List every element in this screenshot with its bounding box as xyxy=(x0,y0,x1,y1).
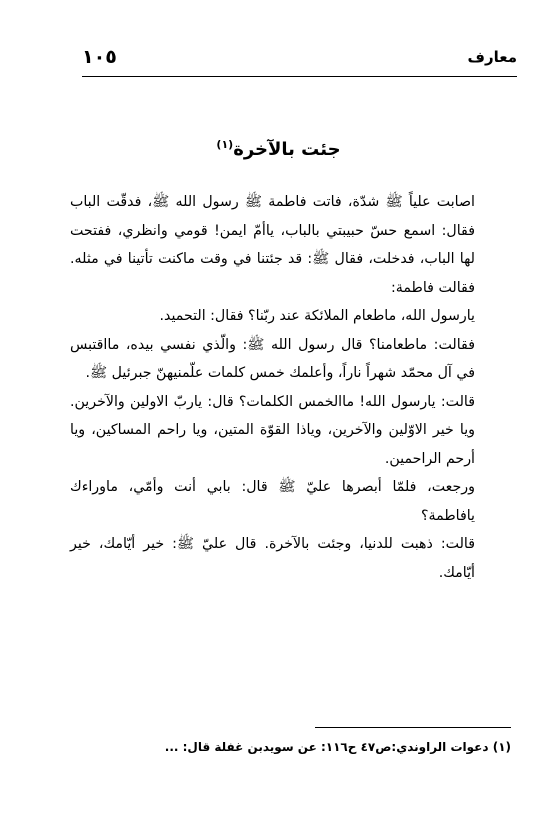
body-text xyxy=(70,188,475,587)
page-header xyxy=(82,46,517,72)
footnote-rule xyxy=(315,727,511,728)
paragraph: فقالت: ماطعامنا؟ قال رسول الله ﷺ: والّذي نفسي بيده، مااقتبس في آل محمّد شهراً ناراً، وأعلمك خمس كلمات علّمنيهنّ جبرئيل ﷺ. xyxy=(70,336,475,381)
section-title xyxy=(60,138,497,160)
section-title-text: جئت بالآخرة xyxy=(233,139,341,160)
paragraph: قالت: يارسول الله! ماالخمس الكلمات؟ قال: ياربّ الاولين والآخرين. ويا خير الاوّلين والآخرين، وياذا القوّة المتين، ويا راحم المساكين، ويا أرحم الراحمين. xyxy=(70,393,475,467)
running-head: معارف xyxy=(467,48,517,66)
page-number: ١٠٥ xyxy=(82,46,117,68)
paragraph: ورجعت، فلمّا أبصرها عليّ ﷺ قال: بابي أنت وأمّي، ماوراءك يافاطمة؟ xyxy=(70,479,475,524)
paragraph: اصابت علياً ﷺ شدّة، فاتت فاطمة ﷺ رسول الله ﷺ، فدقّت الباب فقال: اسمع حسّ حبيبتي بالباب، ياأمّ ايمن! قومي وانظري، ففتحت لها الباب، فدخلت، فقال ﷺ: قد جئتنا في وقت ماكنت تأتينا في مثله. فقالت فاطمة: xyxy=(70,194,475,296)
footnote: (١) دعوات الراوندي:ص٤٧ ح١١٦: عن سويدبن غفلة قال: ... xyxy=(164,740,511,754)
paragraph: قالت: ذهبت للدنيا، وجئت بالآخرة. قال عليّ ﷺ: خير أيّامك، خير أيّامك. xyxy=(70,536,475,581)
footnote-marker: (١) xyxy=(216,138,234,151)
header-rule xyxy=(82,76,517,77)
paragraph: يارسول الله، ماطعام الملائكة عند ربّنا؟ فقال: التحميد. xyxy=(159,308,475,324)
